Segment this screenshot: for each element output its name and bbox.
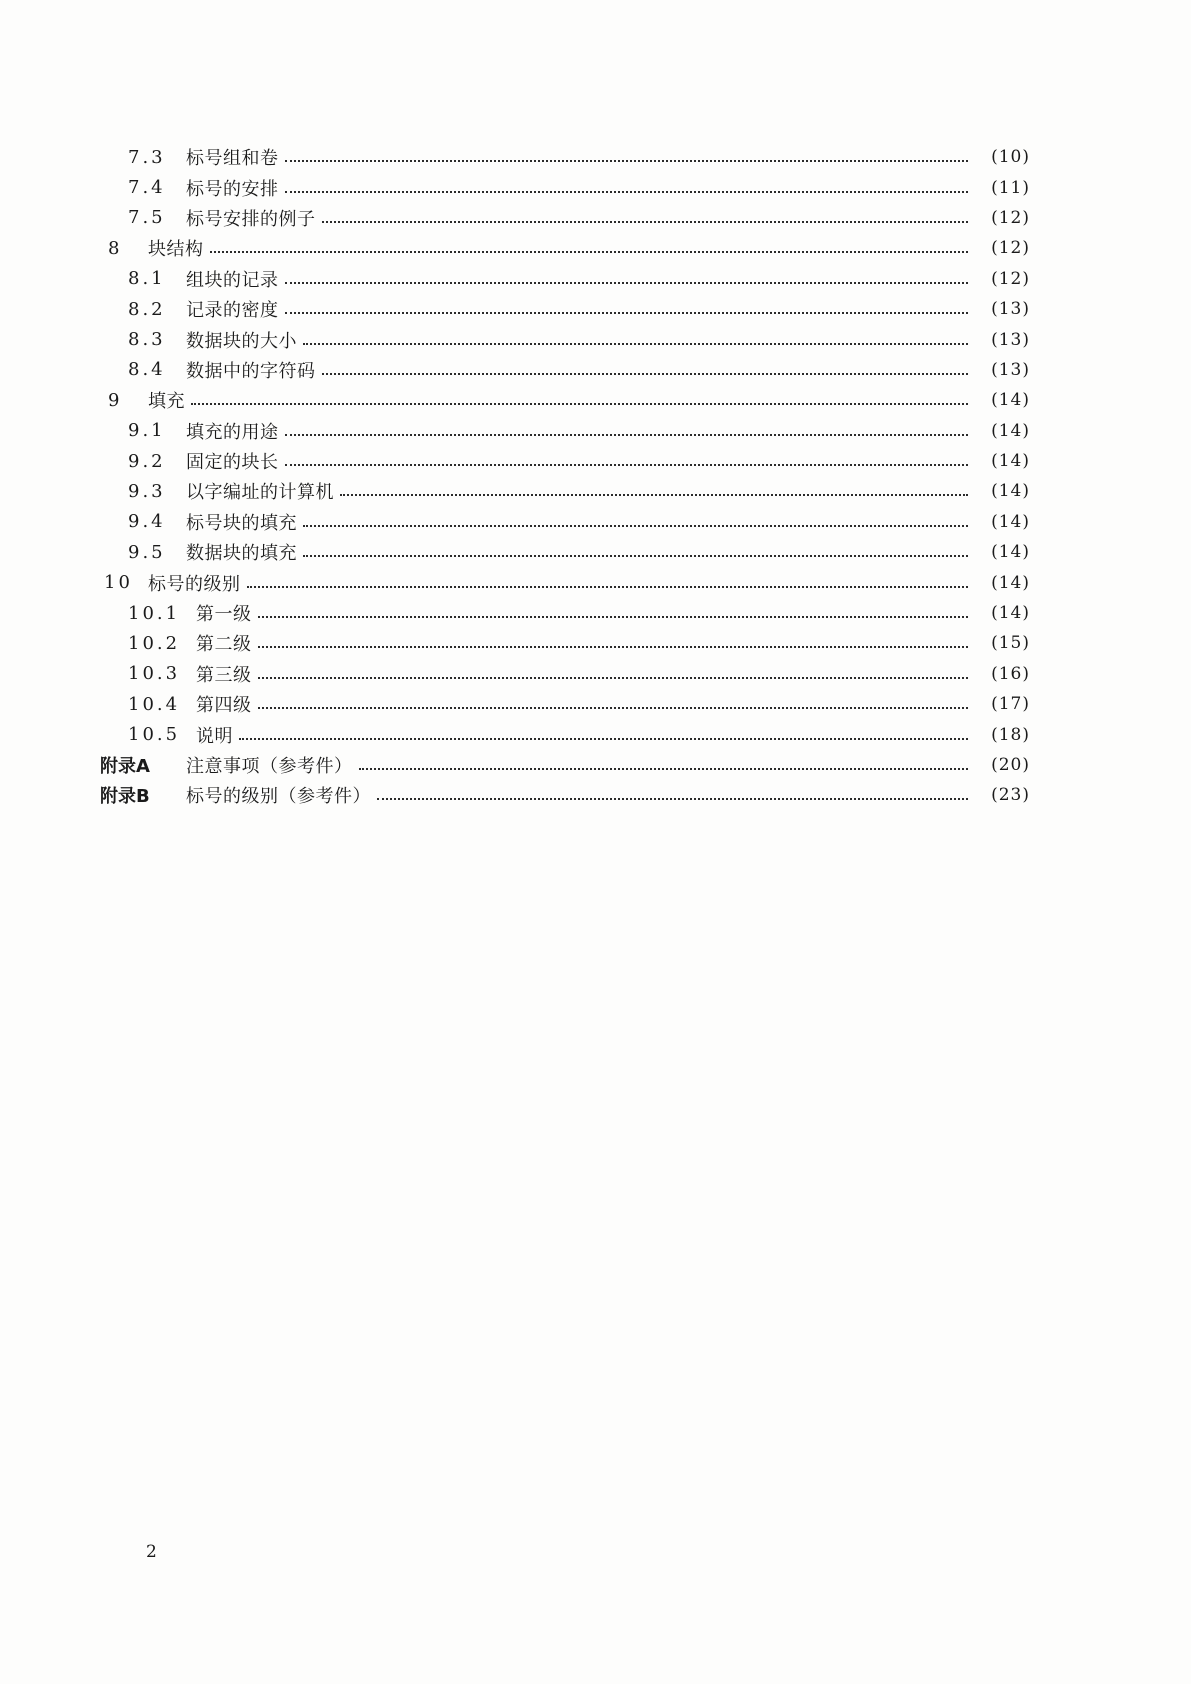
toc-entry[interactable]	[100, 172, 1030, 202]
toc-entry[interactable]	[100, 476, 1030, 506]
toc-entry-heading	[100, 448, 279, 474]
dot-leader	[247, 586, 969, 588]
toc-entry-heading	[100, 327, 297, 353]
toc-entry-heading	[100, 691, 252, 717]
toc-section-title: 块结构	[148, 239, 204, 261]
toc-section-number: 9.2	[128, 450, 166, 472]
toc-entry[interactable]	[100, 659, 1030, 689]
toc-section-title: 第二级	[196, 634, 252, 656]
toc-page-number: (13)	[991, 299, 1030, 320]
toc-section-title: 第一级	[196, 604, 252, 626]
toc-entry-heading	[100, 387, 185, 413]
toc-entry-heading	[100, 296, 279, 322]
toc-section-number: 7.4	[128, 177, 166, 199]
toc-section-number: 8	[108, 237, 123, 259]
dot-leader	[377, 798, 968, 800]
toc-page-number: (16)	[991, 663, 1030, 684]
dot-leader	[258, 677, 969, 679]
toc-section-title: 标号的安排	[186, 178, 279, 200]
toc-page-number: (14)	[991, 603, 1030, 624]
dot-leader	[285, 282, 969, 284]
toc-section-number: 7.5	[128, 207, 166, 229]
toc-section-number: 10.4	[128, 693, 181, 715]
toc-entry-heading	[100, 752, 353, 778]
toc-entry-heading	[100, 539, 297, 565]
toc-entry[interactable]	[100, 567, 1030, 597]
toc-section-title: 组块的记录	[186, 269, 279, 291]
toc-section-number: 9.5	[128, 541, 166, 563]
dot-leader	[303, 555, 968, 557]
toc-entry-heading	[100, 509, 297, 535]
dot-leader	[322, 221, 969, 223]
toc-entry-heading	[100, 782, 371, 808]
toc-section-number: 10.3	[128, 663, 181, 685]
toc-section-number: 附录B	[100, 786, 150, 808]
toc-page-number: (18)	[991, 724, 1030, 745]
toc-section-number: 7.3	[128, 146, 166, 168]
toc-entry-heading	[100, 205, 316, 231]
toc-section-number: 9.3	[128, 480, 166, 502]
dot-leader	[285, 464, 969, 466]
dot-leader	[258, 707, 969, 709]
toc-entry-heading	[100, 630, 252, 656]
toc-section-title: 标号块的填充	[186, 512, 297, 534]
dot-leader	[210, 251, 969, 253]
toc-section-number: 8.4	[128, 359, 166, 381]
toc-entry-heading	[100, 661, 252, 687]
dot-leader	[303, 343, 968, 345]
toc-entry-heading	[100, 175, 279, 201]
toc-page-number: (17)	[991, 694, 1030, 715]
toc-page-number: (14)	[991, 481, 1030, 502]
dot-leader	[285, 434, 969, 436]
toc-page-number: (11)	[991, 177, 1030, 198]
toc-entry[interactable]	[100, 264, 1030, 294]
toc-section-number: 9.1	[128, 420, 166, 442]
page-number: 2	[146, 1542, 157, 1562]
dot-leader	[340, 494, 968, 496]
toc-entry[interactable]	[100, 537, 1030, 567]
toc-section-title: 填充	[148, 391, 185, 413]
toc-entry[interactable]	[100, 355, 1030, 385]
toc-section-number: 8.1	[128, 268, 166, 290]
toc-entry[interactable]	[100, 598, 1030, 628]
toc-section-number: 10.2	[128, 632, 181, 654]
dot-leader	[239, 738, 968, 740]
toc-section-title: 第三级	[196, 664, 252, 686]
toc-page-number: (12)	[991, 207, 1030, 228]
toc-section-title: 说明	[196, 725, 233, 747]
toc-entry[interactable]	[100, 507, 1030, 537]
toc-entry-heading	[100, 266, 279, 292]
toc-section-title: 数据块的大小	[186, 330, 297, 352]
toc-entry[interactable]	[100, 233, 1030, 263]
toc-page-number: (12)	[991, 268, 1030, 289]
toc-entry[interactable]	[100, 780, 1030, 810]
toc-section-title: 标号安排的例子	[186, 208, 316, 230]
toc-entry-heading	[100, 235, 204, 261]
toc-page-number: (14)	[991, 542, 1030, 563]
toc-section-title: 第四级	[196, 695, 252, 717]
toc-entry-heading	[100, 570, 241, 596]
toc-section-title: 数据块的填充	[186, 543, 297, 565]
toc-page-number: (23)	[991, 785, 1030, 806]
toc-entry-heading	[100, 722, 233, 748]
toc-entry[interactable]	[100, 750, 1030, 780]
toc-entry-heading	[100, 144, 279, 170]
toc-page-number: (13)	[991, 329, 1030, 350]
table-of-contents	[100, 142, 1030, 811]
toc-section-title: 标号的级别	[148, 573, 241, 595]
dot-leader	[285, 160, 969, 162]
toc-page-number: (14)	[991, 451, 1030, 472]
dot-leader	[285, 191, 969, 193]
toc-entry[interactable]	[100, 142, 1030, 172]
toc-entry[interactable]	[100, 294, 1030, 324]
dot-leader	[191, 403, 968, 405]
toc-entry-heading	[100, 418, 279, 444]
toc-section-number: 9.4	[128, 511, 166, 533]
toc-page-number: (14)	[991, 420, 1030, 441]
toc-entry-heading	[100, 478, 334, 504]
toc-section-title: 以字编址的计算机	[186, 482, 334, 504]
toc-section-title: 记录的密度	[186, 300, 279, 322]
dot-leader	[285, 312, 969, 314]
dot-leader	[303, 525, 968, 527]
toc-page-number: (14)	[991, 390, 1030, 411]
toc-section-title: 标号的级别（参考件）	[186, 786, 371, 808]
toc-section-number: 10.5	[128, 724, 181, 746]
toc-section-number: 8.2	[128, 298, 166, 320]
dot-leader	[359, 768, 969, 770]
toc-page-number: (13)	[991, 359, 1030, 380]
toc-entry[interactable]	[100, 203, 1030, 233]
toc-entry[interactable]	[100, 416, 1030, 446]
toc-entry[interactable]	[100, 446, 1030, 476]
toc-page-number: (20)	[991, 755, 1030, 775]
toc-entry[interactable]	[100, 628, 1030, 658]
dot-leader	[258, 646, 969, 648]
toc-entry[interactable]	[100, 719, 1030, 749]
toc-page-number: (14)	[991, 572, 1030, 593]
toc-page-number: (10)	[991, 147, 1030, 168]
toc-entry-heading	[100, 357, 316, 383]
toc-page-number: (12)	[991, 238, 1030, 259]
toc-section-number: 附录A	[100, 756, 150, 777]
toc-section-number: 10	[104, 572, 133, 594]
toc-section-title: 注意事项（参考件）	[186, 756, 353, 777]
toc-section-number: 10.1	[128, 602, 181, 624]
toc-section-title: 固定的块长	[186, 452, 279, 474]
toc-section-title: 数据中的字符码	[186, 360, 316, 382]
toc-section-title: 填充的用途	[186, 421, 279, 443]
dot-leader	[322, 373, 969, 375]
toc-section-number: 9	[108, 389, 123, 411]
toc-entry[interactable]	[100, 385, 1030, 415]
dot-leader	[258, 616, 969, 618]
toc-page-number: (15)	[991, 633, 1030, 654]
toc-section-number: 8.3	[128, 329, 166, 351]
toc-section-title: 标号组和卷	[186, 148, 279, 170]
toc-entry[interactable]	[100, 324, 1030, 354]
toc-entry[interactable]	[100, 689, 1030, 719]
toc-page-number: (14)	[991, 511, 1030, 532]
toc-entry-heading	[100, 600, 252, 626]
